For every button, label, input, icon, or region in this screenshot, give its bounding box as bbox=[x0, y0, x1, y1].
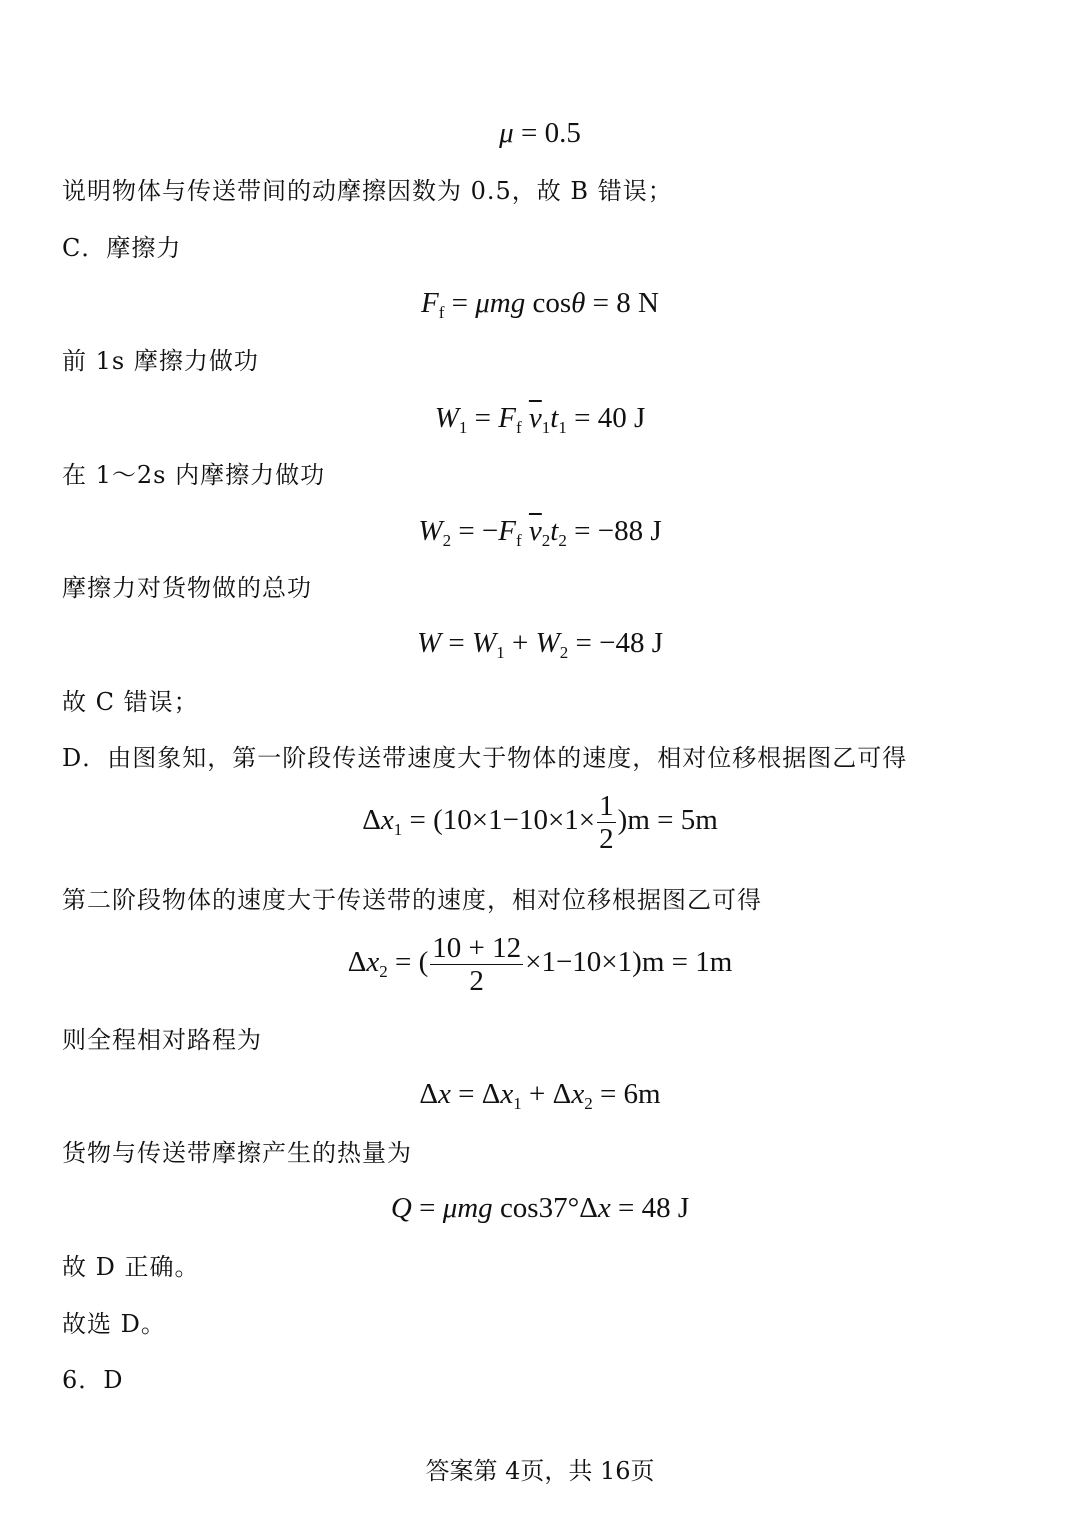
d-second-stage-text: 第二阶段物体的速度大于传送带的速度，相对位移根据图乙可得 bbox=[62, 886, 762, 914]
q6-answer-text: 6．D bbox=[62, 1366, 124, 1394]
fraction-average-speed: $\frac{10 + 12}{2}$ bbox=[432, 932, 522, 997]
b-conclusion-text: 说明物体与传送带间的动摩擦因数为 0.5，故 B 错误； bbox=[62, 177, 673, 205]
c-heading: C．摩擦力 bbox=[62, 234, 182, 262]
equation-heat: Q = μmg cos37°Δx = 48 J bbox=[390, 1192, 690, 1224]
equation-w1: $W_1 = F_f$ $\overline{v}_1t_1 = 40$ J bbox=[434, 402, 646, 437]
equation-dx: $\Delta x = \Delta x_1 + \Delta x_2 = 6m$ bbox=[419, 1078, 661, 1113]
page-footer: 答案第 4页，共 16页 bbox=[425, 1457, 655, 1485]
equation-friction: $F_f = \mu mg$ cosθ = 8 N bbox=[421, 287, 659, 322]
c-second-interval-text: 在 1～2s 内摩擦力做功 bbox=[62, 461, 326, 489]
equation-dx2: $\Delta x_2$ = ( $\frac{10 + 12}{2}$ ×1−10×1)m = 1m bbox=[347, 932, 733, 997]
equation-w-total: $W = W_1 + W_2 = -48$ J bbox=[417, 627, 663, 662]
c-first-second-text: 前 1s 摩擦力做功 bbox=[62, 347, 259, 375]
equation-mu: μ = 0.5 bbox=[499, 117, 581, 149]
d-heat-text: 货物与传送带摩擦产生的热量为 bbox=[62, 1139, 412, 1167]
equation-w2: $W_2 = -F_f$ $\overline{v}_2t_2 = -88$ J bbox=[418, 515, 662, 550]
c-conclusion-text: 故 C 错误； bbox=[62, 688, 199, 716]
c-total-work-text: 摩擦力对货物做的总功 bbox=[62, 574, 312, 602]
equation-dx1: $\Delta x_1 = (10\times 1-10\times 1\times$ $\frac{1}{2}$ )m = 5m bbox=[362, 790, 718, 855]
fraction-one-half: $\frac{1}{2}$ bbox=[599, 790, 614, 855]
final-answer-text: 故选 D。 bbox=[62, 1310, 166, 1338]
d-conclusion-text: 故 D 正确。 bbox=[62, 1253, 200, 1281]
d-total-path-text: 则全程相对路程为 bbox=[62, 1026, 262, 1054]
d-heading: D．由图象知，第一阶段传送带速度大于物体的速度，相对位移根据图乙可得 bbox=[62, 744, 908, 772]
